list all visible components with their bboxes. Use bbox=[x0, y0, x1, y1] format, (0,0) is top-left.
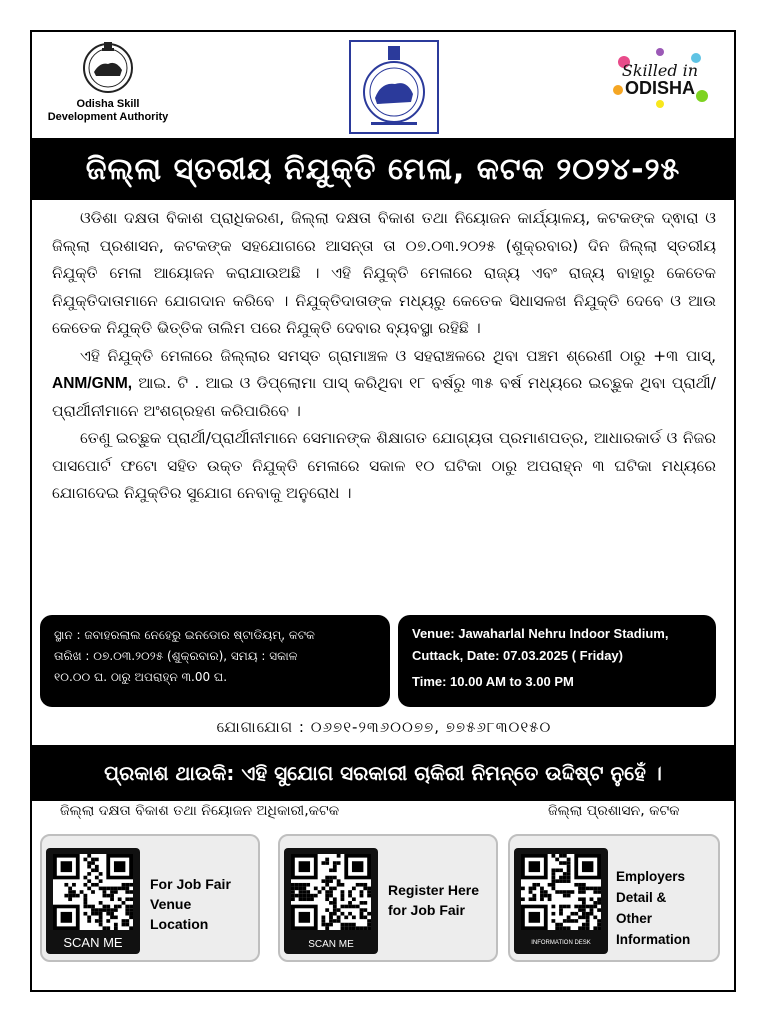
qr-code-icon[interactable] bbox=[291, 854, 371, 930]
qr-text-line: Employers bbox=[616, 869, 686, 884]
osda-name-line2: Development Authority bbox=[47, 111, 169, 123]
qr-text-line: For Job Fair bbox=[150, 876, 231, 892]
skilled-in-odisha-logo bbox=[604, 46, 716, 110]
qr-frame bbox=[514, 848, 608, 954]
odisha-emblem-icon bbox=[78, 36, 138, 96]
qr-card-register bbox=[278, 834, 498, 962]
announcement-body bbox=[52, 205, 716, 508]
paragraph-2-part-a: ଏହି ନିଯୁକ୍ତି ମେଳାରେ ଜିଲ୍ଲାର ସମସ୍ତ ଗ୍ରାମାଞ୍ଚଳ ଓ ସହରାଞ୍ଚଳରେ ଥିବା ପଞ୍ଚମ ଶ୍ରେଣୀ ଠାରୁ +୩ ପାସ୍, bbox=[80, 346, 716, 365]
venue-odia-line1: ସ୍ଥାନ : ଜବାହରଲାଲ ନେହେରୁ ଇନଡୋର ଷ୍ଟାଡିୟମ୍, କଟକ bbox=[54, 628, 315, 642]
venue-box-odia bbox=[40, 615, 390, 707]
venue-english-line1: Venue: Jawaharlal Nehru Indoor Stadium, bbox=[412, 626, 669, 641]
venue-english-line2: Cuttack, Date: 07.03.2025 ( Friday) bbox=[412, 648, 623, 663]
qr-text-line: Information bbox=[616, 932, 691, 947]
venue-box-english bbox=[398, 615, 716, 707]
scan-me-label: SCAN ME bbox=[308, 939, 354, 950]
venue-odia-line3: ୧୦.୦୦ ଘ. ଠାରୁ ଅପରାହ୍ନ ୩.00 ଘ. bbox=[54, 670, 228, 684]
paragraph-3: ତେଣୁ ଇଚ୍ଛୁକ ପ୍ରାର୍ଥୀ/ପ୍ରାର୍ଥୀନୀମାନେ ସେମାନଙ୍କ ଶିକ୍ଷାଗତ ଯୋଗ୍ୟତା ପ୍ରମାଣପତ୍ର, ଆଧାରକାର୍ଡ ଓ ନିଜର ପାସପୋର୍ଟ ଫଟୋ ସହିତ ଉକ୍ତ ନିଯୁକ୍ତି ମେଳାରେ ସକାଳ ୧୦ ଘଟିକା ଠାରୁ ଅପରାହ୍ନ ୩ ଘଟିକା ମଧ୍ୟରେ ଯୋଗଦେଇ ନିଯୁକ୍ତିର ସୁଯୋଗ ନେବାକୁ ଅନୁରୋଧ । bbox=[52, 429, 716, 502]
scan-me-label: SCAN ME bbox=[63, 935, 123, 950]
information-desk-label: INFORMATION DESK bbox=[531, 940, 591, 946]
qr-card-venue bbox=[40, 834, 260, 962]
qr-code-icon[interactable] bbox=[53, 854, 133, 930]
qr-card-text bbox=[150, 874, 231, 934]
paragraph-2-part-c: ଆଇ. ଟି . ଆଇ ଓ ଡିପ୍ଲୋମା ପାସ୍ କରିଥିବା ୧୮ ବର୍ଷରୁ ୩୫ ବର୍ଷ ମଧ୍ୟରେ ଇଚ୍ଛୁକ ଥିବା ପ୍ରାର୍ଥୀ/ପ୍ରାର୍ଥୀନୀମାନେ ଅଂଶଗ୍ରହଣ କରିପାରିବେ । bbox=[52, 374, 717, 420]
qr-card-text bbox=[388, 880, 479, 920]
qr-code-icon[interactable] bbox=[521, 854, 601, 930]
qr-card-employers bbox=[508, 834, 720, 962]
venue-odia-line2: ତାରିଖ : ୦୭.୦୩.୨୦୨୫ (ଶୁକ୍ରବାର), ସମୟ : ସକାଳ bbox=[54, 649, 298, 663]
poster-title-bar bbox=[32, 138, 734, 200]
contact-numbers: ଯୋଗାଯୋଗ : ୦୬୭୧-୨୩୬୦୦୭୭, ୭୭୫୬୮୩୦୧୫୦ bbox=[216, 718, 552, 736]
qr-text-line: Register Here bbox=[388, 882, 480, 898]
poster-title: ଜିଲ୍ଲା ସ୍ତରୀୟ ନିଯୁକ୍ତି ମେଳା, କଟକ ୨୦୨୪-୨୫ bbox=[85, 151, 681, 187]
qr-text-line: Other bbox=[616, 911, 653, 926]
skilled-logo-line1: Skilled in bbox=[621, 61, 699, 80]
paragraph-2 bbox=[52, 343, 716, 426]
paragraph-2-part-b: ANM/GNM, bbox=[52, 375, 133, 392]
venue-english-time: Time: 10.00 AM to 3.00 PM bbox=[412, 674, 574, 689]
odisha-seal-icon bbox=[351, 42, 437, 132]
osda-logo bbox=[38, 36, 178, 130]
qr-text-line: Venue bbox=[150, 896, 192, 912]
osda-name-line1: Odisha Skill bbox=[76, 98, 140, 110]
signature-district-admin: ଜିଲ୍ଲା ପ୍ରଶାସନ, କଟକ bbox=[548, 803, 680, 819]
qr-text-line: for Job Fair bbox=[388, 902, 466, 918]
disclaimer-text: ପ୍ରକାଶ ଥାଉକି: ଏହି ସୁଯୋଗ ସରକାରୀ ଚାକିରୀ ନିମନ୍ତେ ଉଦ୍ଦିଷ୍ଟ ନୁହେଁ । bbox=[104, 761, 662, 785]
qr-frame bbox=[46, 848, 140, 954]
odisha-govt-emblem bbox=[349, 40, 439, 134]
paragraph-1: ଓଡିଶା ଦକ୍ଷତା ବିକାଶ ପ୍ରାଧିକରଣ, ଜିଲ୍ଲା ଦକ୍ଷତା ବିକାଶ ତଥା ନିୟୋଜନ କାର୍ଯ୍ୟାଳୟ, କଟକଙ୍କ ଦ୍ଵାରା ଓ ଜିଲ୍ଲା ପ୍ରଶାସନ, କଟକଙ୍କ ସହଯୋଗରେ ଆସନ୍ତା ତା ୦୭.୦୩.୨୦୨୫ (ଶୁକ୍ରବାର) ଦିନ ଜିଲ୍ଲା ସ୍ତରୀୟ ନିଯୁକ୍ତି ମେଳା ଆୟୋଜନ କରାଯାଉଅଛି । ଏହି ନିଯୁକ୍ତି ମେଳାରେ ରାଜ୍ୟ ଏବଂ ରାଜ୍ୟ ବାହାରୁ କେତେକ ନିଯୁକ୍ତିଦାତାମାନେ ଯୋଗଦାନ କରିବେ । ନିଯୁକ୍ତିଦାତାଙ୍କ ମଧ୍ୟରୁ କେତେକ ସିଧାସଳଖ ନିଯୁକ୍ତି ଦେବେ ଓ ଆଉ କେତେକ ନିଯୁକ୍ତି ଭିତ୍ତିକ ତାଲିମ ପରେ ନିଯୁକ୍ତି ଦେବାର ବ୍ୟବସ୍ଥା ରହିଛି । bbox=[52, 209, 716, 337]
qr-text-line: Location bbox=[150, 916, 209, 932]
qr-frame bbox=[284, 848, 378, 954]
skilled-logo-line2: ODISHA bbox=[624, 78, 696, 98]
signature-district-officer: ଜିଲ୍ଲା ଦକ୍ଷତା ବିକାଶ ତଥା ନିୟୋଜନ ଅଧିକାରୀ,କଟକ bbox=[60, 803, 340, 819]
disclaimer-bar bbox=[32, 745, 734, 801]
qr-text-line: Detail & bbox=[616, 890, 667, 905]
qr-card-text bbox=[616, 866, 690, 950]
